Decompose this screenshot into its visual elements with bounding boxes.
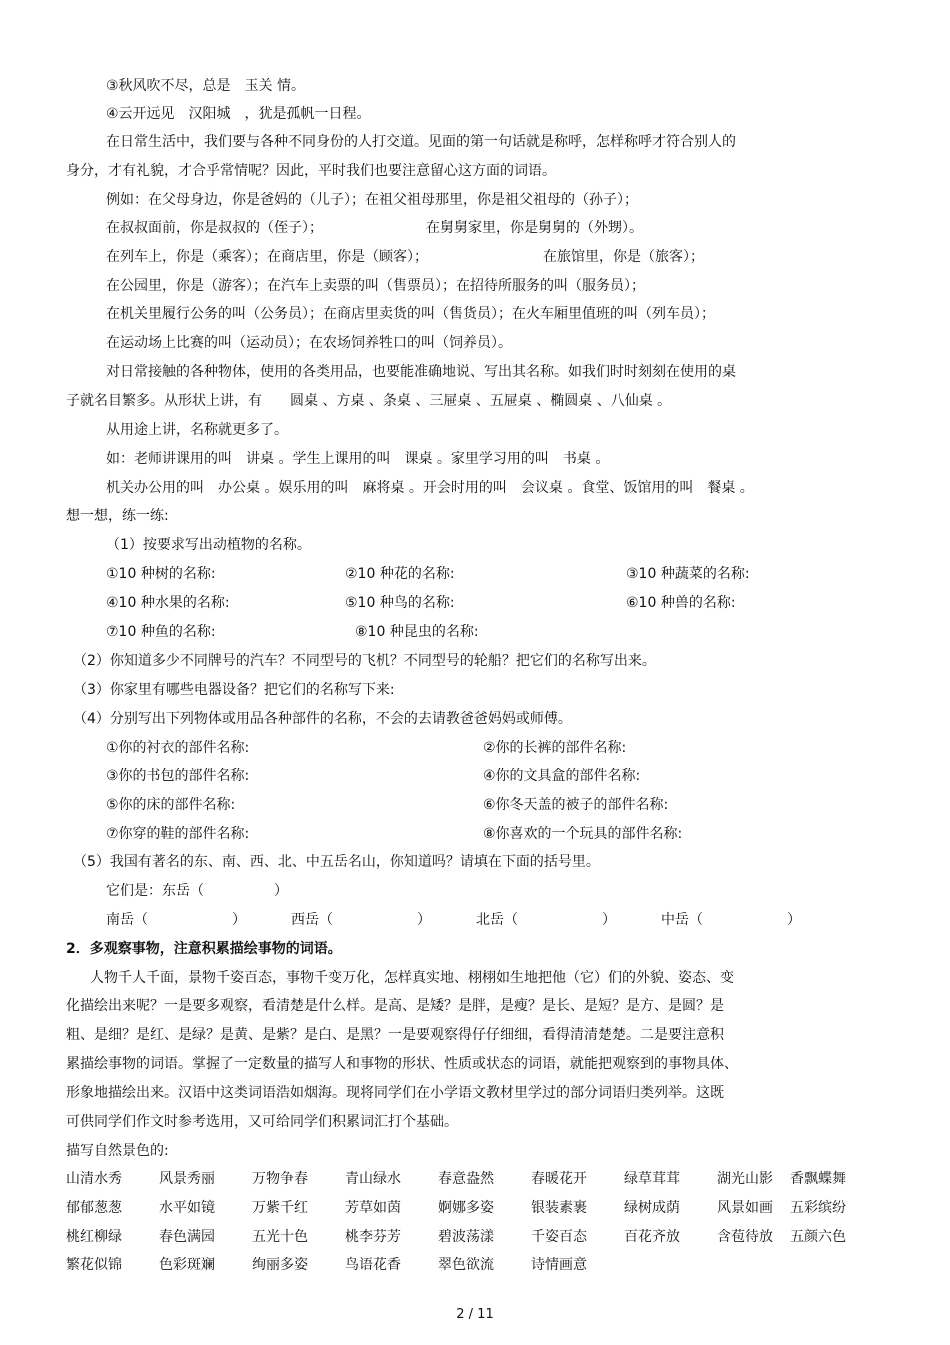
exercise-item: （1）按要求写出动植物的名称。 xyxy=(106,537,311,553)
vocab-word: 诗情画意 xyxy=(531,1257,587,1273)
vocab-word: 绿树成荫 xyxy=(624,1200,680,1216)
exercise-subitem: ③10 种蔬菜的名称: xyxy=(626,566,750,582)
vocab-word: 银装素裹 xyxy=(531,1200,587,1216)
exercise-subitem: ②你的长裤的部件名称: xyxy=(483,740,627,756)
vocab-word: 碧波荡漾 xyxy=(438,1229,494,1245)
exercise-subitem: ⑧你喜欢的一个玩具的部件名称: xyxy=(483,826,683,842)
exercise-subitem: ⑥你冬天盖的被子的部件名称: xyxy=(483,797,669,813)
vocab-word: 风景秀丽 xyxy=(159,1171,215,1187)
vocab-word: 绚丽多姿 xyxy=(252,1257,308,1273)
vocab-word: 芳草如茵 xyxy=(345,1200,401,1216)
example-line: 在公园里，你是（游客）；在汽车上卖票的叫（售票员）；在招待所服务的叫（服务员）； xyxy=(106,278,645,294)
vocab-row xyxy=(66,1256,866,1274)
vocab-row xyxy=(66,1199,866,1217)
exercise-subitem: ⑧10 种昆虫的名称: xyxy=(355,624,479,640)
paragraph-line: 子就名目繁多。从形状上讲，有 圆桌 、方桌 、条桌 、三屉桌 、五屉桌 、椭圆桌 、八仙桌 。 xyxy=(66,393,672,409)
exercise-subitem: ⑦10 种鱼的名称: xyxy=(106,624,216,640)
poem-line-4: ④云开远见 汉阳城 ，犹是孤帆一日程。 xyxy=(106,106,371,122)
vocab-word: 婀娜多姿 xyxy=(438,1200,494,1216)
vocab-word: 桃李芬芳 xyxy=(345,1229,401,1245)
vocab-word: 绿草茸茸 xyxy=(624,1171,680,1187)
exercise-subitem: ④你的文具盒的部件名称: xyxy=(483,768,641,784)
paragraph-line: 身分，才有礼貌，才合乎常情呢？因此，平时我们也要注意留心这方面的词语。 xyxy=(66,163,556,179)
exercise-item: （4）分别写出下列物体或用品各种部件的名称，不会的去请教爸爸妈妈或师傅。 xyxy=(73,711,572,727)
vocab-row xyxy=(66,1228,866,1246)
vocab-word: 万物争春 xyxy=(252,1171,308,1187)
exercise-subitem: ①10 种树的名称: xyxy=(106,566,216,582)
fill-in-item: 北岳（ ） xyxy=(476,912,616,928)
exercise-subitem: ④10 种水果的名称: xyxy=(106,595,230,611)
example-line: 在列车上，你是（乘客）；在商店里，你是（顾客）； xyxy=(106,249,428,265)
vocab-heading: 描写自然景色的: xyxy=(66,1143,169,1159)
paragraph-line: 累描绘事物的词语。掌握了一定数量的描写人和事物的形状、性质或状态的词语，就能把观察到的事物具体、 xyxy=(66,1056,738,1072)
vocab-word: 千姿百态 xyxy=(531,1229,587,1245)
section-heading: 2．多观察事物，注意积累描绘事物的词语。 xyxy=(66,941,342,957)
fill-in-item: 南岳（ ） xyxy=(106,912,246,928)
vocab-word: 香飘蝶舞 xyxy=(790,1171,846,1187)
example-line: 在机关里履行公务的叫（公务员）；在商店里卖货的叫（售货员）；在火车厢里值班的叫（列车员）； xyxy=(106,306,715,322)
vocab-word: 繁花似锦 xyxy=(66,1257,122,1273)
vocab-word: 山清水秀 xyxy=(66,1171,122,1187)
fill-in-line: 它们是：东岳（ ） xyxy=(106,883,288,899)
example-line: 在旅馆里，你是（旅客）； xyxy=(543,249,704,265)
exercise-item: （5）我国有著名的东、南、西、北、中五岳名山，你知道吗？请填在下面的括号里。 xyxy=(73,854,600,870)
paragraph-line: 对日常接触的各种物体，使用的各类用品，也要能准确地说、写出其名称。如我们时时刻刻在使用的桌 xyxy=(106,364,736,380)
exercise-heading: 想一想，练一练: xyxy=(66,508,169,524)
exercise-item: （2）你知道多少不同牌号的汽车？不同型号的飞机？不同型号的轮船？把它们的名称写出来。 xyxy=(73,653,656,669)
paragraph-line: 人物千人千面，景物千姿百态，事物千变万化，怎样真实地、栩栩如生地把他（它）们的外貌、姿态、变 xyxy=(90,970,734,986)
vocab-word: 春色满园 xyxy=(159,1229,215,1245)
page-number: 2 / 11 xyxy=(456,1307,494,1322)
paragraph-line: 可供同学们作文时参考选用，又可给同学们积累词汇打个基础。 xyxy=(66,1114,458,1130)
exercise-subitem: ②10 种花的名称: xyxy=(345,566,455,582)
example-line: 在叔叔面前，你是叔叔的（侄子）； xyxy=(106,220,323,236)
paragraph-line: 机关办公用的叫 办公桌 。娱乐用的叫 麻将桌 。开会时用的叫 会议桌 。食堂、饭馆用的叫 餐桌 。 xyxy=(106,480,754,496)
vocab-word: 风景如画 xyxy=(717,1200,773,1216)
exercise-subitem: ⑦你穿的鞋的部件名称: xyxy=(106,826,250,842)
exercise-subitem: ①你的衬衣的部件名称: xyxy=(106,740,250,756)
exercise-subitem: ⑤10 种鸟的名称: xyxy=(345,595,455,611)
paragraph-line: 在日常生活中，我们要与各种不同身份的人打交道。见面的第一句话就是称呼，怎样称呼才符合别人的 xyxy=(106,134,736,150)
exercise-subitem: ⑥10 种兽的名称: xyxy=(626,595,736,611)
example-line: 在舅舅家里，你是舅舅的（外甥）。 xyxy=(426,220,643,236)
paragraph-line: 粗、是细？是红、是绿？是黄、是紫？是白、是黑？一是要观察得仔仔细细，看得清清楚楚。二是要注意积 xyxy=(66,1027,724,1043)
paragraph-line: 从用途上讲，名称就更多了。 xyxy=(106,422,288,438)
vocab-word: 五光十色 xyxy=(252,1229,308,1245)
fill-in-item: 西岳（ ） xyxy=(291,912,431,928)
example-line: 例如：在父母身边，你是爸妈的（儿子）；在祖父祖母那里，你是祖父祖母的（孙子）； xyxy=(106,192,638,208)
vocab-word: 桃红柳绿 xyxy=(66,1229,122,1245)
vocab-word: 春意盎然 xyxy=(438,1171,494,1187)
vocab-word: 水平如镜 xyxy=(159,1200,215,1216)
vocab-word: 郁郁葱葱 xyxy=(66,1200,122,1216)
vocab-word: 青山绿水 xyxy=(345,1171,401,1187)
fill-in-item: 中岳（ ） xyxy=(661,912,801,928)
vocab-row xyxy=(66,1170,866,1188)
exercise-subitem: ③你的书包的部件名称: xyxy=(106,768,250,784)
vocab-word: 五颜六色 xyxy=(790,1229,846,1245)
vocab-word: 百花齐放 xyxy=(624,1229,680,1245)
vocab-word: 五彩缤纷 xyxy=(790,1200,846,1216)
vocab-word: 万紫千红 xyxy=(252,1200,308,1216)
paragraph-line: 如：老师讲课用的叫 讲桌 。学生上课用的叫 课桌 。家里学习用的叫 书桌 。 xyxy=(106,451,610,467)
paragraph-line: 形象地描绘出来。汉语中这类词语浩如烟海。现将同学们在小学语文教材里学过的部分词语归类列举。这既 xyxy=(66,1085,724,1101)
poem-line-3: ③秋风吹不尽，总是 玉关 情。 xyxy=(106,78,306,94)
exercise-subitem: ⑤你的床的部件名称: xyxy=(106,797,236,813)
exercise-item: （3）你家里有哪些电器设备？把它们的名称写下来: xyxy=(73,682,395,698)
example-line: 在运动场上比赛的叫（运动员）；在农场饲养牲口的叫（饲养员）。 xyxy=(106,335,512,351)
vocab-word: 含苞待放 xyxy=(717,1229,773,1245)
vocab-word: 春暖花开 xyxy=(531,1171,587,1187)
paragraph-line: 化描绘出来呢？一是要多观察，看清楚是什么样。是高、是矮？是胖，是瘦？是长、是短？是方、是圆？是 xyxy=(66,998,724,1014)
vocab-word: 湖光山影 xyxy=(717,1171,773,1187)
vocab-word: 翠色欲流 xyxy=(438,1257,494,1273)
vocab-word: 色彩斑斓 xyxy=(159,1257,215,1273)
vocab-word: 鸟语花香 xyxy=(345,1257,401,1273)
